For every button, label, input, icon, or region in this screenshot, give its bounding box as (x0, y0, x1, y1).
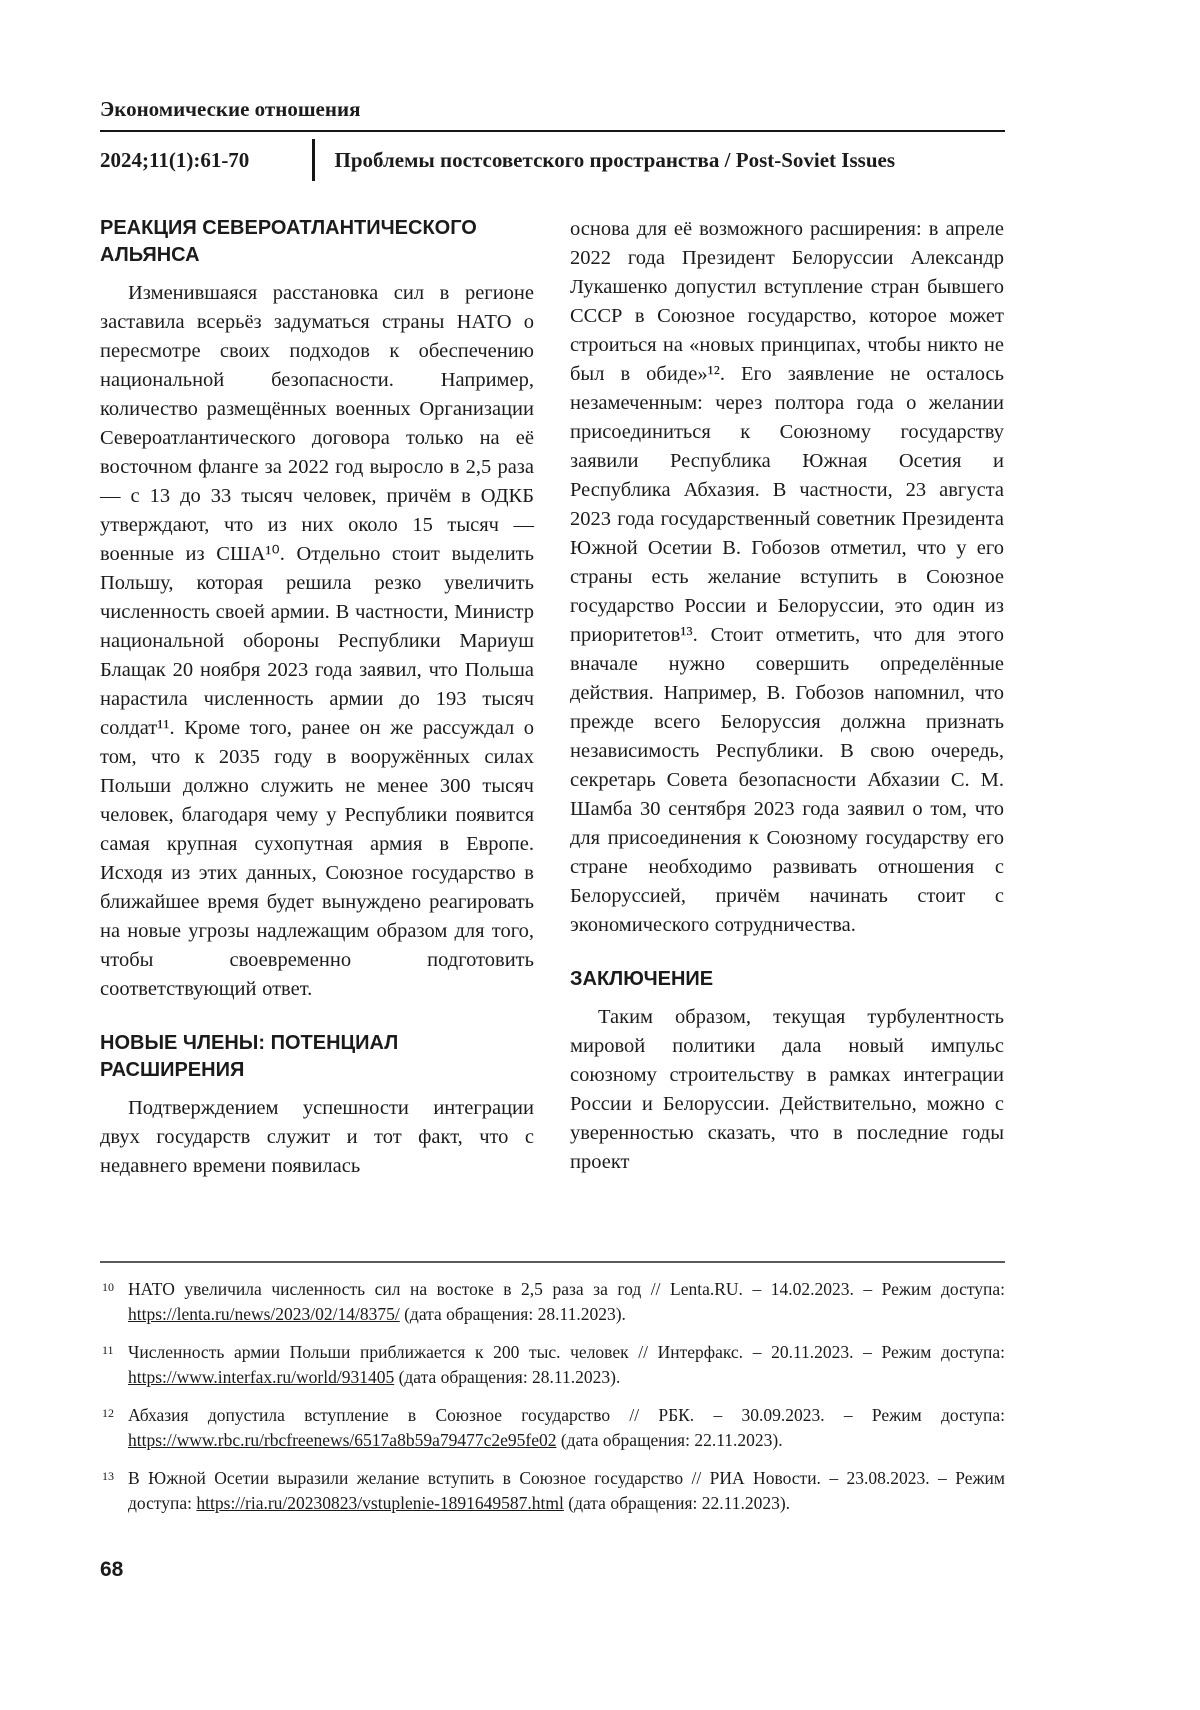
heading-nato-reaction: РЕАКЦИЯ СЕВЕРОАТЛАНТИЧЕСКОГО АЛЬЯНСА (100, 217, 477, 266)
footnote-item-12 (100, 1403, 1005, 1453)
footnote-item-11 (100, 1340, 1005, 1390)
heading-new-members: НОВЫЕ ЧЛЕНЫ: ПОТЕНЦИАЛ РАСШИРЕНИЯ (100, 1032, 399, 1081)
footnote-text-after: (дата обращения: 28.11.2023). (399, 1304, 626, 1324)
header-vertical-divider (312, 139, 315, 181)
footnote-link[interactable]: https://www.interfax.ru/world/931405 (128, 1367, 395, 1387)
footnote-text-after: (дата обращения: 22.11.2023). (556, 1430, 783, 1450)
citation-info: 2024;11(1):61-70 (100, 148, 250, 172)
footnote-item-10 (100, 1277, 1005, 1327)
journal-title: Проблемы постсоветского пространства / Post-Soviet Issues (334, 148, 895, 172)
article-body (100, 215, 1005, 1237)
footnotes-section (100, 1261, 1005, 1516)
header-horizontal-rule (100, 130, 1005, 132)
paragraph-conclusion: Таким образом, текущая турбулентность мировой политики дала новый импульс союзному строительству в рамках интеграции России и Белоруссии. Действительно, можно с уверенностью сказать, что в последние годы проект (570, 1006, 1004, 1173)
paragraph-new-members-continued: основа для её возможного расширения: в апреле 2022 года Президент Белоруссии Александр Лукашенко допустил вступление стран бывшего СССР в Союзное государство, которое может строиться на «новых принципах, чтобы никто не был в обиде»¹². Его заявление не осталось незамеченным: через полтора года о желании присоединиться к Союзному государству заявили Республика Южная Осетия и Республика Абхазия. В частности, 23 августа 2023 года государственный советник Президента Южной Осетии В. Гобозов отметил, что у его страны есть желание вступить в Союзное государство России и Белоруссии, это один из приоритетов¹³. Стоит отметить, что для этого вначале нужно совершить определённые действия. Например, В. Гобозов напомнил, что прежде всего Белоруссия должна признать независимость Республики. В свою очередь, секретарь Совета безопасности Абхазии С. М. Шамба 30 сентября 2023 года заявил о том, что для присоединения к Союзному государству его стране необходимо развивать отношения с Белоруссией, причём начинать стоит с экономического сотрудничества. (570, 218, 1004, 936)
header-row (100, 139, 1005, 181)
footnote-text: Численность армии Польши приближается к 200 тыс. человек // Интерфакс. – 20.11.2023. – Режим доступа: (128, 1342, 1005, 1362)
paragraph-nato-reaction: Изменившаяся расстановка сил в регионе заставила всерьёз задуматься страны НАТО о пересмотре своих подходов к обеспечению национальной безопасности. Например, количество размещённых военных Организации Североатлантического договора только на её восточном фланге за 2022 год выросло в 2,5 раза — с 13 до 33 тысяч человек, причём в ОДКБ утверждают, что из них около 15 тысяч — военные из США¹⁰. Отдельно стоит выделить Польшу, которая решила резко увеличить численность своей армии. В частности, Министр национальной обороны Республики Мариуш Блащак 20 ноября 2023 года заявил, что Польша нарастила численность армии до 193 тысяч солдат¹¹. Кроме того, ранее он же рассуждал о том, что к 2035 году в вооружённых силах Польши должно служить не менее 300 тысяч человек, благодаря чему у Республики появится самая крупная сухопутная армия в Европе. Исходя из этих данных, Союзное государство в ближайшее время будет вынуждено реагировать на новые угрозы надлежащим образом для того, чтобы своевременно подготовить соответствующий ответ. (100, 282, 534, 1000)
footnote-number: 11 (102, 1343, 114, 1357)
footnote-text-after: (дата обращения: 22.11.2023). (563, 1493, 791, 1513)
footnote-number: 12 (102, 1406, 114, 1420)
heading-conclusion: ЗАКЛЮЧЕНИЕ (570, 968, 714, 990)
column-right (570, 215, 1004, 1177)
footnotes-divider (100, 1261, 1005, 1263)
footnote-item-13 (100, 1466, 1005, 1516)
footnote-text: В Южной Осетии выразили желание вступить в Союзное государство // РИА Новости. – 23.08.2023. – Режим доступа: (128, 1468, 1005, 1513)
footnote-text: НАТО увеличила численность сил на востоке в 2,5 раза за год // Lenta.RU. – 14.02.2023. – Режим доступа: (128, 1279, 1005, 1299)
footnote-link[interactable]: https://www.rbc.ru/rbcfreenews/6517a8b59a79477c2e95fe02 (128, 1430, 557, 1450)
page-number: 68 (100, 1558, 124, 1581)
footnote-link[interactable]: https://lenta.ru/news/2023/02/14/8375/ (128, 1304, 400, 1324)
journal-section-label: Экономические отношения (100, 97, 361, 121)
column-left (100, 215, 534, 1181)
footnote-number: 13 (102, 1469, 114, 1483)
footnote-text-after: (дата обращения: 28.11.2023). (394, 1367, 621, 1387)
page-header (100, 96, 1105, 181)
footnote-number: 10 (102, 1280, 114, 1294)
footnote-text: Абхазия допустила вступление в Союзное государство // РБК. – 30.09.2023. – Режим доступа: (128, 1405, 1005, 1425)
paragraph-new-members-start: Подтверждением успешности интеграции двух государств служит и тот факт, что с недавнего времени появилась (100, 1097, 534, 1177)
footnote-link[interactable]: https://ria.ru/20230823/vstuplenie-1891649587.html (196, 1493, 564, 1513)
